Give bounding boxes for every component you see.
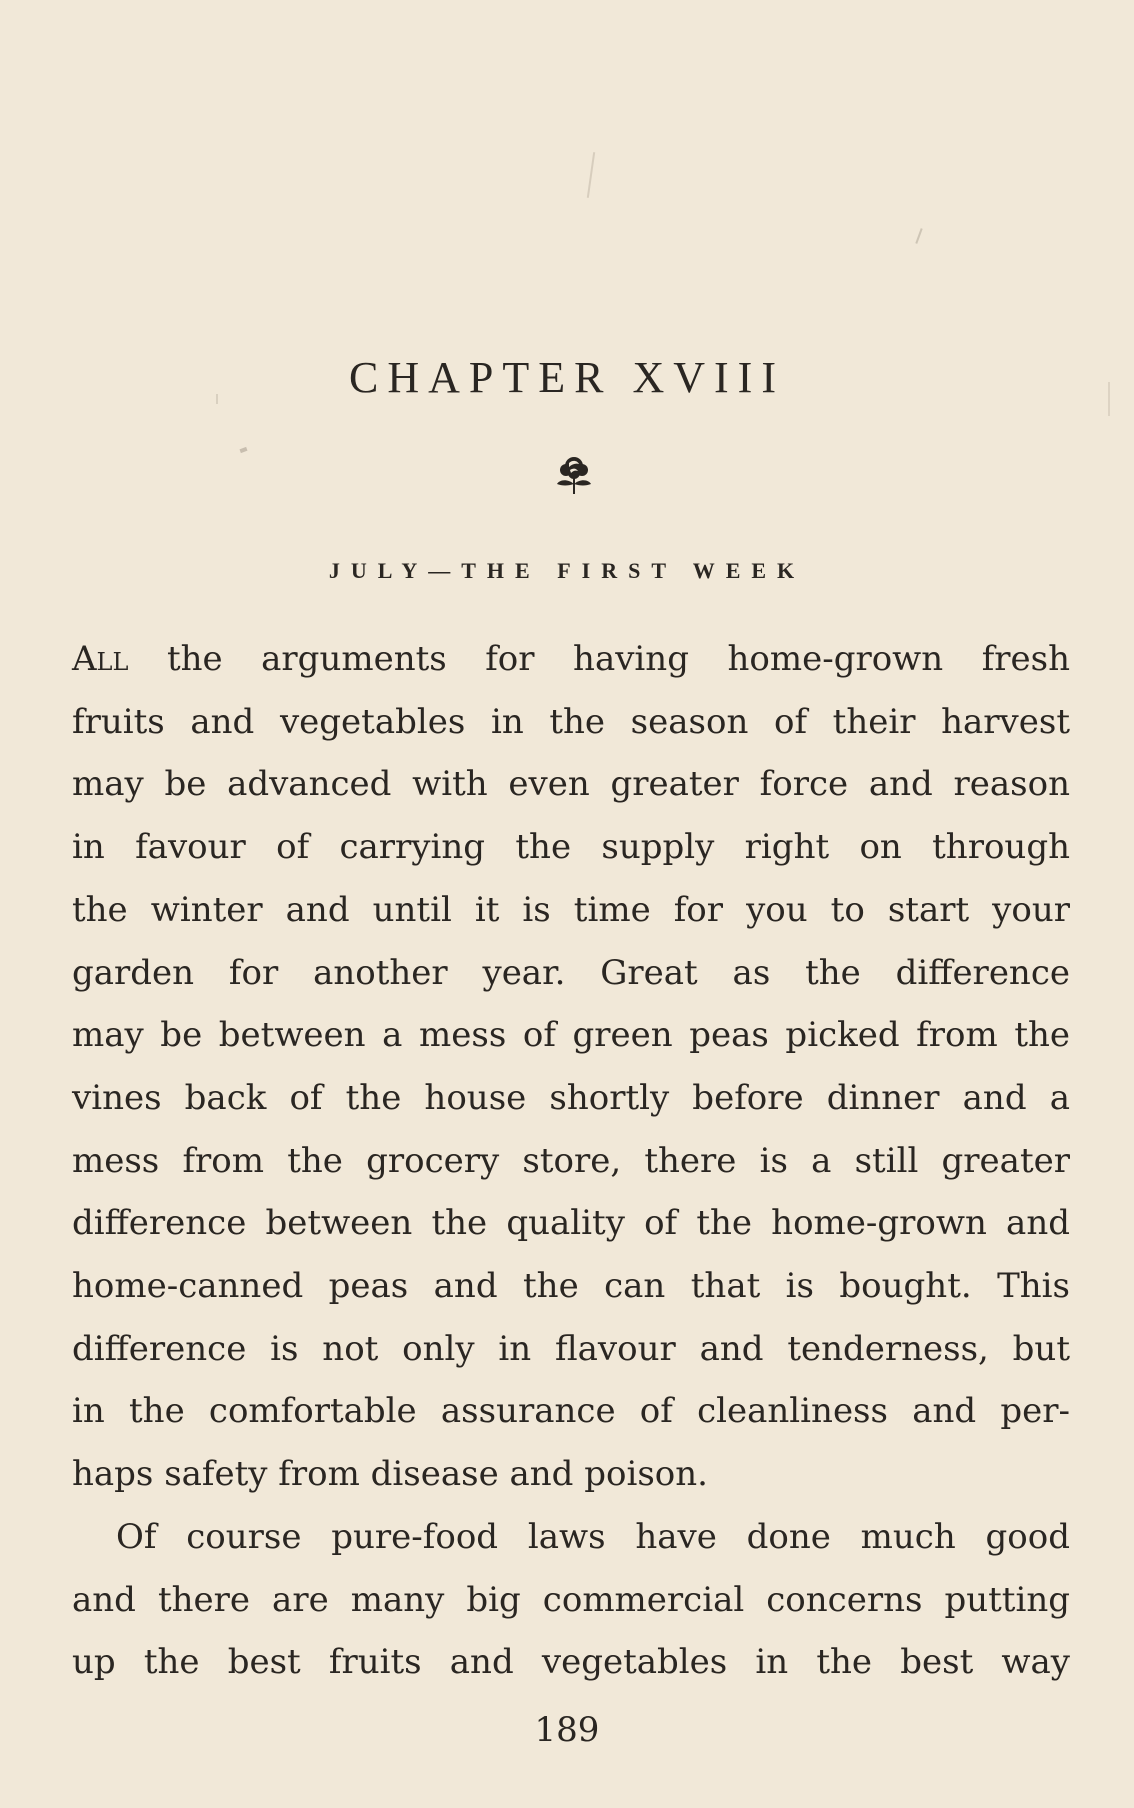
text-line: Of course pure-food laws have done much good — [116, 1516, 1070, 1557]
text-line: haps safety from disease and poison. — [72, 1454, 708, 1495]
text-line: All the arguments for having home-grown fresh — [72, 639, 1070, 679]
text-line: in favour of carrying the supply right on through — [72, 827, 1070, 868]
text-line: garden for another year. Great as the difference — [72, 952, 1070, 993]
text-line: difference between the quality of the home-grown and — [72, 1203, 1070, 1244]
chapter-subtitle: JULY—THE FIRST WEEK — [328, 558, 806, 583]
text-line: vines back of the house shortly before dinner and a — [72, 1077, 1070, 1118]
body-text — [72, 628, 1070, 1694]
text-line: fruits and vegetables in the season of their harvest — [72, 701, 1070, 742]
text-line: may be advanced with even greater force and reason — [72, 764, 1070, 805]
text-line: the winter and until it is time for you to start your — [72, 889, 1070, 930]
text-line: in the comfortable assurance of cleanliness and per- — [72, 1391, 1070, 1432]
paper-mark — [587, 152, 595, 198]
text-line: and there are many big commercial concerns putting — [72, 1579, 1070, 1620]
drop-word: All — [72, 639, 129, 679]
text-line: may be between a mess of green peas picked from the — [72, 1015, 1070, 1056]
paper-mark — [240, 447, 248, 453]
text-line: mess from the grocery store, there is a still greater — [72, 1140, 1070, 1181]
paper-mark — [915, 228, 922, 244]
page-number: 189 — [534, 1710, 600, 1750]
rose-ornament-icon — [549, 448, 599, 498]
text-line: up the best fruits and vegetables in the best way — [72, 1642, 1070, 1683]
text-line: home-canned peas and the can that is bought. This — [72, 1266, 1070, 1307]
chapter-title: CHAPTER XVIII — [349, 353, 785, 402]
text-line: difference is not only in flavour and tenderness, but — [72, 1328, 1070, 1369]
